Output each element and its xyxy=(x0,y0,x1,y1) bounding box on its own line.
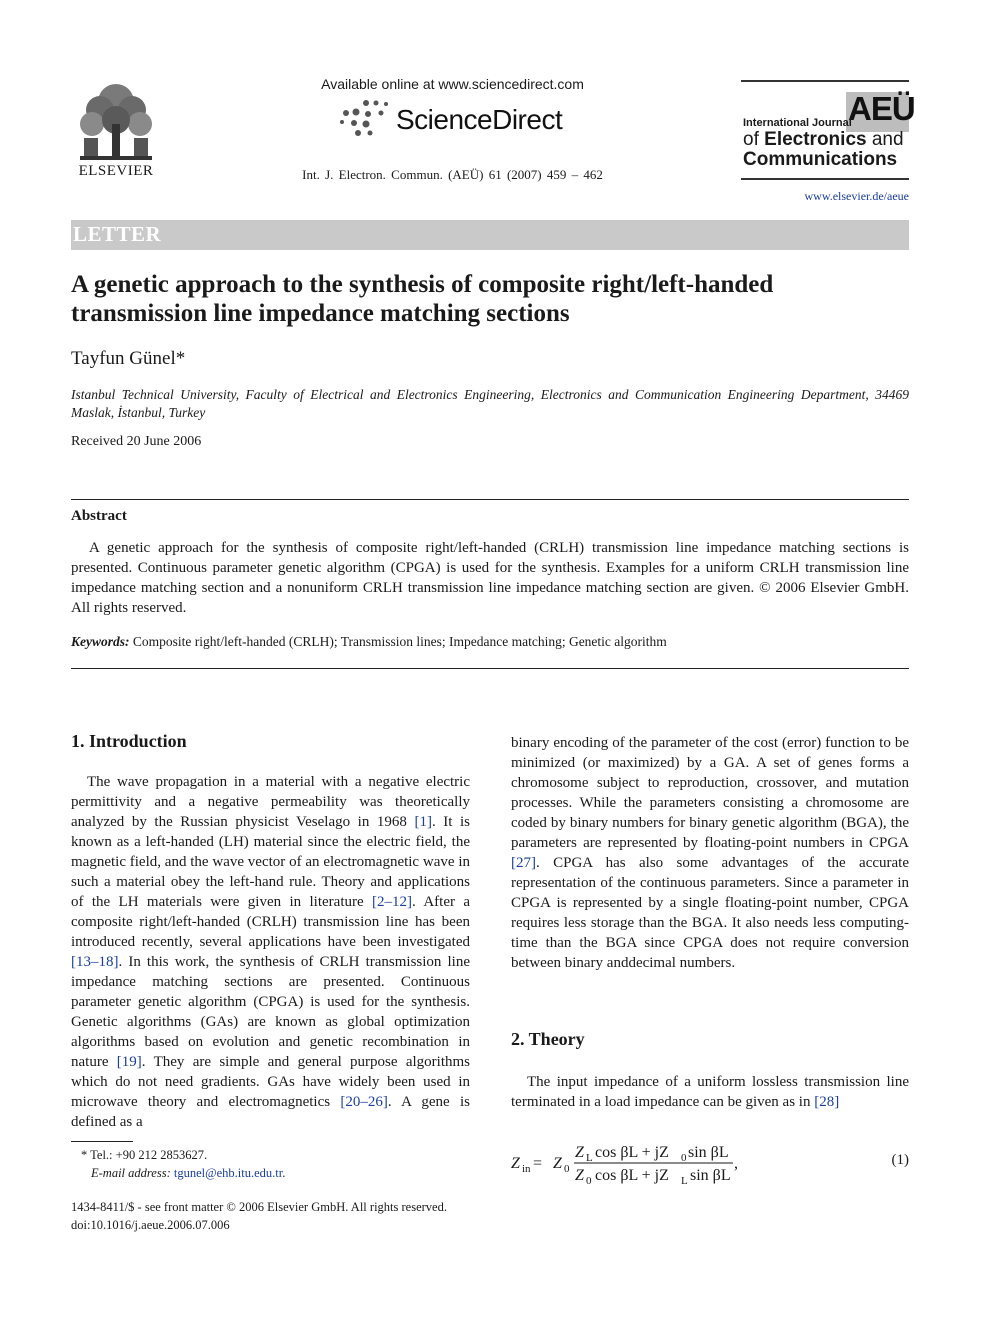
section-heading-introduction: 1. Introduction xyxy=(71,731,187,751)
publisher-name: ELSEVIER xyxy=(78,163,154,179)
doi-line: doi:10.1016/j.aeue.2006.07.006 xyxy=(71,1218,230,1232)
eq-num-sub2: 0 xyxy=(681,1152,687,1164)
reference-link[interactable]: [13–18] xyxy=(71,954,119,970)
introduction-body: The wave propagation in a material with a negative electric permittivity and a negative permeability was theoretically analyzed by the Russian physicist Veselago in 1968 [1]. It is known as a left-handed (LH) material since the electric field, the magnetic field, and the wave vector of an electromagnetic wave in such a material obey the left-hand rule. Theory and applications of the LH materials were given in literature [2–12]. After a composite right/left-handed (CRLH) transmission line has been introduced recently, several applications have been investigated [13–18]. In this work, the synthesis of CRLH transmission line impedance matching sections are presented. Continuous parameter genetic algorithm (CPGA) is used for the synthesis. Genetic algorithms (GAs) are known as global optimization algorithms based on evolution and genetic recombination in nature [19]. They are simple and general purpose algorithms which do not need gradients. GAs have widely been used in microwave theory and electromagnetics [20–26]. A gene is defined as a xyxy=(71,774,471,1130)
eq-z0: Z xyxy=(553,1155,562,1172)
reference-link[interactable]: [28] xyxy=(814,1094,840,1110)
footnote-rule xyxy=(71,1141,133,1142)
reference-link[interactable]: [27] xyxy=(511,855,536,871)
journal-brand-line1: International Journal xyxy=(743,117,852,129)
right-column-body: binary encoding of the parameter of the cost (error) function to be minimized (or maximized) by a GA. A set of genes forms a chromosome subject to reproduction, crossover, and mutation processes. While the parameters consisting a chromosome are coded by binary numbers for binary genetic algorithm (BGA), the parameters are represented by floating-point numbers in CPGA [27]. CPGA has also some advantages of the accurate representation of the continuous parameters. Since a parameter in CPGA is represented by a single floating-point number, CPGA requires less storage than the BGA. It also needs less computing-time than the BGA since CPGA does not require conversion between binary anddecimal numbers. xyxy=(511,735,909,971)
eq-lhs: Z xyxy=(511,1155,520,1172)
footnote-email: E-mail address: tgunel@ehb.itu.edu.tr. xyxy=(91,1166,286,1180)
eq-z0-sub: 0 xyxy=(564,1163,570,1175)
eq-lhs-sub: in xyxy=(522,1163,531,1175)
keywords: Keywords: Composite right/left-handed (CRLH); Transmission lines; Impedance matching; Genetic algorithm xyxy=(71,634,667,649)
footnote-telephone: * Tel.: +90 212 2853627. xyxy=(81,1148,208,1162)
reference-link[interactable]: [19] xyxy=(116,1054,142,1070)
equation-number: (1) xyxy=(891,1152,909,1168)
abstract-body: A genetic approach for the synthesis of composite right/left-handed (CRLH) transmission line impedance matching sections is presented. Continuous parameter genetic algorithm (CPGA) is used for the synthesis. Examples for a uniform CRLH transmission line impedance matching section and a nonuniform CRLH transmission line impedance matching section are given. © 2006 Elsevier GmbH. All rights reserved. xyxy=(71,540,910,616)
sciencedirect-dots-icon xyxy=(336,98,396,138)
eq-comma: , xyxy=(734,1155,738,1172)
journal-brand-line2: of Electronics and xyxy=(743,129,904,150)
sciencedirect-wordmark: ScienceDirect xyxy=(396,104,563,135)
received-date: Received 20 June 2006 xyxy=(71,434,202,449)
issn-line: 1434-8411/$ - see front matter © 2006 Elsevier GmbH. All rights reserved. xyxy=(71,1200,447,1214)
theory-body: The input impedance of a uniform lossless transmission line terminated in a load impedance can be given as in [28] xyxy=(511,1074,909,1110)
journal-brand-bottom-rule xyxy=(741,178,909,180)
eq-den-sub: 0 xyxy=(586,1175,592,1186)
abstract-bottom-rule xyxy=(71,668,909,669)
author-affiliation: Istanbul Technical University, Faculty of Electrical and Electronics Engineering, Electronics and Communication Engineering Department, 34469 Maslak, İstanbul, Turkey xyxy=(71,387,909,420)
section-heading-theory: 2. Theory xyxy=(511,1029,585,1049)
article-title: A genetic approach to the synthesis of composite right/left-handed transmission line impedance matching sections xyxy=(71,271,774,327)
eq-den-rest: cos βL + jZ xyxy=(595,1167,669,1184)
equation-1 xyxy=(511,1140,909,1186)
eq-den-z: Z xyxy=(575,1167,584,1184)
abstract-heading: Abstract xyxy=(71,508,127,524)
eq-den-sub2: L xyxy=(681,1175,688,1186)
eq-num-sub: L xyxy=(586,1152,593,1164)
eq-num-rest: cos βL + jZ xyxy=(595,1144,669,1161)
eq-den-end: sin βL xyxy=(690,1167,731,1184)
article-type-label: LETTER xyxy=(73,222,162,246)
article-type-bar xyxy=(71,220,909,250)
reference-link[interactable]: [2–12] xyxy=(372,894,413,910)
reference-link[interactable]: [1] xyxy=(414,814,432,830)
abstract-top-rule xyxy=(71,499,909,500)
journal-url-link[interactable]: www.elsevier.de/aeue xyxy=(804,189,909,203)
eq-num-end: sin βL xyxy=(688,1144,729,1161)
journal-brand-mark: AEÜ xyxy=(848,90,915,127)
journal-brand-top-rule xyxy=(741,80,909,82)
author-name: Tayfun Günel* xyxy=(71,348,186,369)
journal-brand-line3: Communications xyxy=(743,149,898,170)
available-online[interactable]: Available online at www.sciencedirect.com xyxy=(321,76,584,92)
journal-citation: Int. J. Electron. Commun. (AEÜ) 61 (2007) 459 – 462 xyxy=(302,167,603,182)
email-link[interactable]: tgunel@ehb.itu.edu.tr xyxy=(173,1166,283,1180)
eq-num-z: Z xyxy=(575,1144,584,1161)
reference-link[interactable]: [20–26] xyxy=(340,1094,388,1110)
eq-equals: = xyxy=(533,1155,543,1172)
